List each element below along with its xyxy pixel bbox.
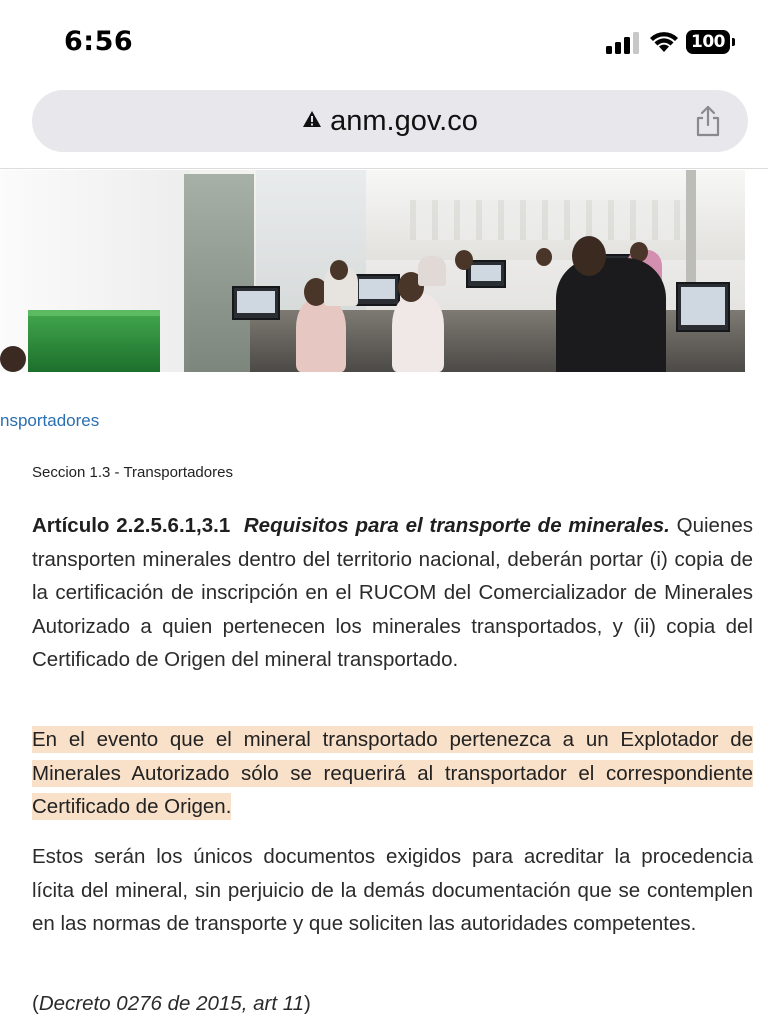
citation-text: Decreto 0276 de 2015, art 11	[38, 992, 304, 1015]
share-icon[interactable]	[694, 105, 722, 137]
wifi-icon	[648, 30, 680, 54]
battery-icon	[686, 30, 736, 54]
cellular-signal-icon	[606, 32, 642, 54]
article-title: Requisitos para el transporte de minerales.	[243, 514, 670, 537]
article-body-text: Quienes transporten minerales dentro del territorio nacional, deberán portar (i) copia de la certificación de inscripción en el RUCOM del Comercializador de Minerales Autorizado a quien pertenecen los minerales transportados, y (ii) copia del Certificado de Origen del mineral transportado.	[32, 514, 754, 671]
highlighted-text: En el evento que el mineral transportado pertenezca a un Explotador de Minerales Autorizado sólo se requerirá al transportador el correspondiente Certificado de Origen.	[32, 728, 753, 818]
url-text[interactable]: anm.gov.co	[330, 105, 478, 137]
status-time: 6:56	[64, 26, 134, 57]
citation	[32, 987, 753, 1021]
article-paragraph-2	[32, 723, 753, 824]
address-bar[interactable]	[32, 90, 748, 152]
warning-icon	[302, 110, 322, 128]
citation-open-paren: (	[32, 992, 39, 1015]
citation-close-paren: )	[304, 992, 311, 1015]
office-banner-image	[0, 170, 745, 372]
breadcrumb-link[interactable]: nsportadores	[0, 411, 100, 430]
article-paragraph-1	[32, 509, 753, 677]
article-number: Artículo 2.2.5.6.1,3.1	[32, 514, 231, 537]
toolbar-divider	[0, 168, 768, 169]
section-heading: Seccion 1.3 - Transportadores	[32, 464, 233, 481]
status-bar	[0, 0, 768, 88]
battery-level: 100	[691, 32, 725, 52]
article-paragraph-3: Estos serán los únicos documentos exigidos para acreditar la procedencia lícita del mineral, sin perjuicio de la demás documentación que se contemplen en las normas de transporte y que soliciten las autoridades competentes.	[32, 845, 753, 935]
